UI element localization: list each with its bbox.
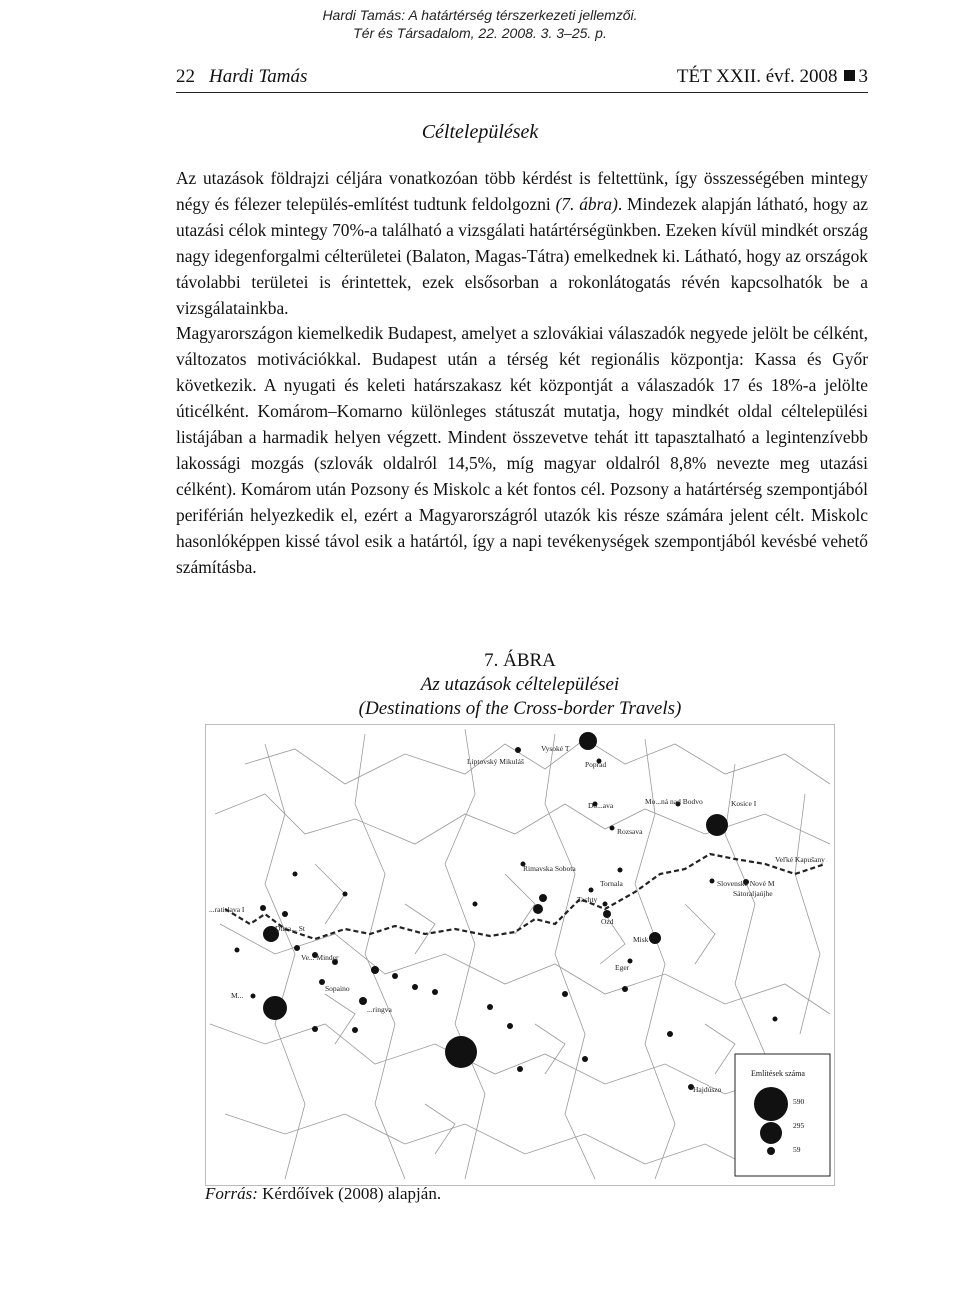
legend-circle-small bbox=[767, 1147, 775, 1155]
place-label: Poprad bbox=[585, 760, 607, 769]
place-label: ...ratislava I bbox=[209, 905, 245, 914]
running-head-author: Hardi Tamás bbox=[209, 66, 308, 87]
place-label: Eger bbox=[615, 963, 630, 972]
running-head-issue: 3 bbox=[858, 66, 868, 87]
square-bullet-icon bbox=[844, 70, 855, 81]
source-label: Forrás: bbox=[205, 1184, 258, 1203]
figure-title-en: (Destinations of the Cross-border Travels) bbox=[358, 698, 682, 719]
gyor-point bbox=[263, 996, 287, 1020]
section-title: Céltelepülések bbox=[421, 121, 539, 143]
page-number: 22 bbox=[176, 66, 195, 87]
place-label: Tachty bbox=[577, 895, 598, 904]
place-label: Duna... St bbox=[275, 924, 305, 933]
legend-value: 295 bbox=[793, 1121, 805, 1130]
legend-circle-medium bbox=[760, 1122, 782, 1144]
destination-map bbox=[205, 724, 835, 1186]
legend-value: 59 bbox=[793, 1145, 801, 1154]
figure-source bbox=[205, 1184, 441, 1204]
place-label: Ozd bbox=[601, 917, 614, 926]
paragraph-1: Az utazások földrajzi céljára vonatkozóan több kérdést is feltettünk, így összességében mintegy négy és félezer település-említést tudtunk feldolgozni (7. ábra). Mindezek alapján látható, hogy az utazási célok mintegy 70%-a található a vizsgálati határtérségünkben. Ezeken kívül mindkét ország nagy idegenforgalmi célterületei (Balaton, Magas-Tátra) emelkednek ki. Látható, hogy az országok távolabbi területei is érintettek, ezek elsősorban a rokonlátogatás révén kapcsolhatók be a vizsgálatainkba. bbox=[176, 168, 869, 318]
citation-line-1: Hardi Tamás: A határtérség térszerkezeti jellemzői. bbox=[322, 7, 638, 23]
place-label: Veľké Kapušany bbox=[775, 855, 825, 864]
figure-reference: (7. ábra) bbox=[555, 193, 618, 214]
legend-circle-large bbox=[754, 1087, 788, 1121]
legend-value: 590 bbox=[793, 1097, 805, 1106]
place-label: Tornala bbox=[600, 879, 623, 888]
place-label: ...ringva bbox=[367, 1005, 392, 1014]
kosice-point bbox=[706, 814, 728, 836]
legend-title: Említések száma bbox=[751, 1069, 805, 1078]
place-label: Slovenské Nové M bbox=[717, 879, 775, 888]
figure-title-hu: Az utazások céltelepülései bbox=[420, 674, 620, 695]
body-text bbox=[176, 166, 868, 581]
place-label: Sopaino bbox=[325, 984, 350, 993]
map-legend bbox=[735, 1054, 830, 1176]
figure-caption bbox=[0, 649, 960, 721]
place-label: Sátoraljaújhe bbox=[733, 889, 773, 898]
figure-number: 7. ÁBRA bbox=[484, 650, 556, 671]
place-label: Mo...ná nad Bodvo bbox=[645, 797, 703, 806]
place-label: Misk bbox=[633, 935, 649, 944]
place-label: Hajdúszo bbox=[693, 1085, 722, 1094]
budapest-point bbox=[445, 1036, 477, 1068]
place-label: M... bbox=[231, 991, 244, 1000]
place-label: Do...ava bbox=[588, 801, 614, 810]
place-label: Kosice I bbox=[731, 799, 757, 808]
citation-line-2: Tér és Társadalom, 22. 2008. 3. 3–25. p. bbox=[353, 25, 607, 41]
citation-header bbox=[0, 6, 960, 42]
place-label: Rimavska Sobota bbox=[523, 864, 576, 873]
running-head-journal: TÉT XXII. évf. 2008 bbox=[676, 66, 838, 87]
running-head bbox=[176, 66, 868, 93]
place-label: Vysoké T bbox=[541, 744, 570, 753]
place-label: Rozsava bbox=[617, 827, 643, 836]
place-label: Ve... Minder bbox=[301, 953, 339, 962]
source-text: Kérdőívek (2008) alapján. bbox=[262, 1184, 442, 1203]
paragraph-2: Magyarországon kiemelkedik Budapest, amelyet a szlovákiai válaszadók negyede jelölt be célként, változatos motivációkkal. Budapest után a térség két regionális központja: Kassa és Győr következik. A nyugati és keleti határszakasz két központját a válaszadók 17 és 18%-a jelölte úticélként. Komárom–Komarno különleges státuszát mutatja, hogy mindkét oldal céltelepülési listájában a harmadik helyen végzett. Mindent összevetve tehát itt tapasztalható a legintenzívebb lakossági mozgás (szlovák oldalról 14,5%, míg magyar oldalról 8,8% nevezte meg utazási célként). Komárom után Pozsony és Miskolc a két fontos cél. Pozsony a határtérség szempontjából periférián helyezkedik el, ezért a Magyarországról utazók kis része számára jelent célt. Miskolc hasonlóképpen kissé távol esik a határtól, így a napi tevékenységek szempontjából kevésbé vehető számításba. bbox=[176, 323, 868, 577]
place-label: Liptovský Mikuláš bbox=[467, 757, 524, 766]
